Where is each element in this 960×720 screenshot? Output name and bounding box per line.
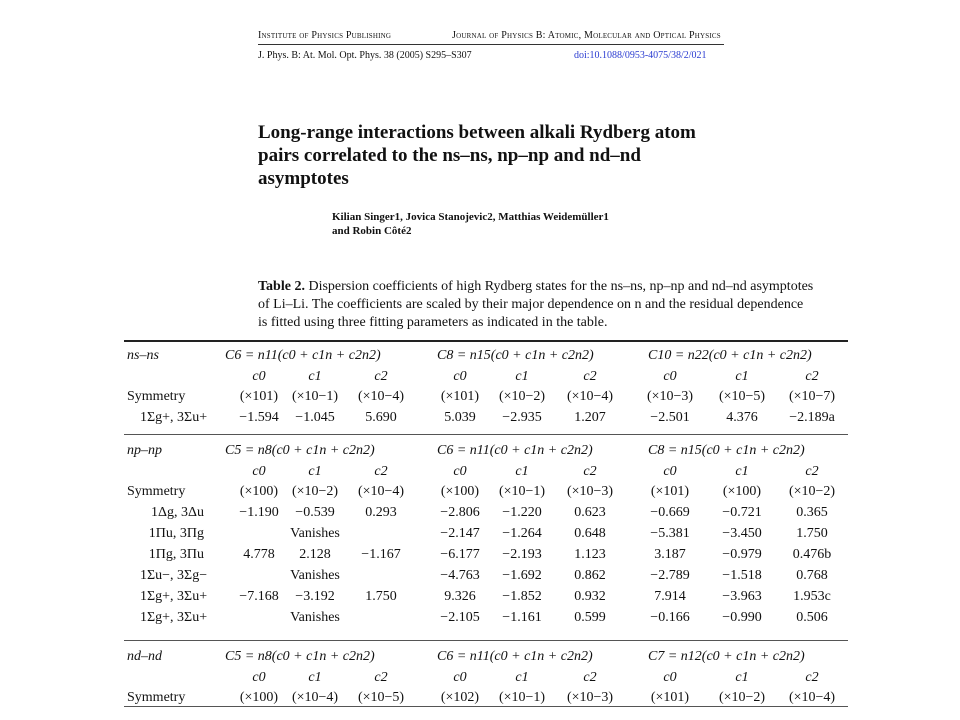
publisher-header: Institute of Physics Publishing [258,30,392,41]
scale-factor: (×10−2) [291,484,339,499]
coefficient-formula: C5 = n8(c0 + c1n + c2n2) [225,443,375,458]
title-line-2: pairs correlated to the ns–ns, np–np and nd–nd [258,145,641,166]
scale-factor: (×10−3) [646,389,694,404]
table-cell: −2.193 [502,547,542,562]
symmetry-term: 1Πg, 3Πu [148,547,204,562]
coef-label: c0 [252,369,266,384]
table-cell: −4.763 [440,568,480,583]
table-cell: −5.381 [650,526,690,541]
scale-factor: (×101) [650,484,690,499]
coef-label: c0 [453,670,467,685]
table-cell: 9.326 [444,589,476,604]
coef-label: c0 [252,670,266,685]
table-cell: Vanishes [290,526,340,541]
table-cell: −0.990 [722,610,762,625]
coefficient-formula: C7 = n12(c0 + c1n + c2n2) [648,649,805,664]
scale-factor: (×10−4) [357,389,405,404]
coef-label: c0 [252,464,266,479]
coef-label: c2 [583,369,597,384]
symmetry-label: Symmetry [127,484,186,499]
scale-factor: (×100) [239,690,279,705]
coefficient-formula: C6 = n11(c0 + c1n + c2n2) [437,649,593,664]
table-cell: −1.045 [295,410,335,425]
scale-factor: (×101) [440,389,480,404]
scale-factor: (×100) [239,484,279,499]
table-cell: 0.293 [365,505,397,520]
symmetry-term: 1Σg+, 3Σu+ [140,589,208,604]
table-cell: 1.953c [793,589,831,604]
symmetry-term: 1Σg+, 3Σu+ [140,610,208,625]
table-cell: 1.207 [574,410,606,425]
scale-factor: (×10−5) [357,690,405,705]
table-cell: −3.450 [722,526,762,541]
table-cell: 1.750 [796,526,828,541]
table-cell: −1.518 [722,568,762,583]
coef-label: c2 [805,670,819,685]
coef-label: c0 [453,369,467,384]
coef-label: c1 [308,464,322,479]
table-cell: −1.594 [239,410,279,425]
coef-label: c0 [663,369,677,384]
table-top-rule [124,340,848,342]
coef-label: c0 [663,670,677,685]
caption-line-1: Dispersion coefficients of high Rydberg states for the ns–ns, np–np and nd–nd asymptotes [308,279,814,294]
scale-factor: (×10−7) [788,389,836,404]
table-cell: −7.168 [239,589,279,604]
table-cell: 7.914 [654,589,686,604]
table-cell: −2.789 [650,568,690,583]
coefficient-formula: C8 = n15(c0 + c1n + c2n2) [648,443,805,458]
table-cell: −1.692 [502,568,542,583]
table-cell: −1.161 [502,610,542,625]
table-cell: 3.187 [654,547,686,562]
coef-label: c1 [308,369,322,384]
authors-line-1: Kilian Singer1, Jovica Stanojevic2, Matthias Weidemüller1 [332,211,609,223]
section-rule [124,434,848,435]
coefficient-formula: C10 = n22(c0 + c1n + c2n2) [648,348,812,363]
table-cell: −6.177 [440,547,480,562]
table-cell: 1.750 [365,589,397,604]
table-cell: −1.264 [502,526,542,541]
table-cell: 5.039 [444,410,476,425]
coef-label: c1 [735,670,749,685]
coefficient-formula: C8 = n15(c0 + c1n + c2n2) [437,348,594,363]
scale-factor: (×10−2) [788,484,836,499]
table-cell: 0.365 [796,505,828,520]
table-cell: 0.862 [574,568,606,583]
coef-label: c0 [453,464,467,479]
symmetry-label: Symmetry [127,690,186,705]
table-cell: 0.648 [574,526,606,541]
table-cell: 0.768 [796,568,828,583]
symmetry-term: 1Πu, 3Πg [148,526,204,541]
coef-label: c1 [308,670,322,685]
doi-link[interactable]: doi:10.1088/0953-4075/38/2/021 [574,50,707,61]
scale-factor: (×100) [722,484,762,499]
scale-factor: (×10−3) [566,484,614,499]
caption-line-3: is fitted using three fitting parameters as indicated in the table. [258,315,608,330]
table-bottom-rule [124,706,848,707]
section-name: nd–nd [127,649,162,664]
table-cell: −1.190 [239,505,279,520]
coef-label: c2 [805,464,819,479]
coefficient-formula: C6 = n11(c0 + c1n + c2n2) [437,443,593,458]
coef-label: c0 [663,464,677,479]
coef-label: c2 [805,369,819,384]
table-cell: 4.376 [726,410,758,425]
scale-factor: (×10−4) [788,690,836,705]
scale-factor: (×101) [650,690,690,705]
scale-factor: (×101) [239,389,279,404]
table-cell: Vanishes [290,610,340,625]
scale-factor: (×10−1) [498,484,546,499]
coef-label: c2 [374,670,388,685]
table-cell: 0.623 [574,505,606,520]
scale-factor: (×10−4) [357,484,405,499]
table-cell: −0.721 [722,505,762,520]
table-cell: −0.669 [650,505,690,520]
coef-label: c1 [735,464,749,479]
table-cell: −3.192 [295,589,335,604]
coef-label: c2 [583,670,597,685]
table-cell: −2.147 [440,526,480,541]
table-cell: −2.105 [440,610,480,625]
table-cell: −3.963 [722,589,762,604]
table-cell: 0.932 [574,589,606,604]
scale-factor: (×100) [440,484,480,499]
citation: J. Phys. B: At. Mol. Opt. Phys. 38 (2005) S295–S307 [258,50,472,61]
table-cell: Vanishes [290,568,340,583]
table-cell: −1.220 [502,505,542,520]
coef-label: c2 [374,369,388,384]
caption-label: Table 2. [258,279,305,294]
table-cell: −2.935 [502,410,542,425]
table-cell: 0.476b [792,547,832,562]
title-line-1: Long-range interactions between alkali Rydberg atom [258,122,696,143]
coef-label: c1 [515,670,529,685]
table-cell: −2.189a [789,410,835,425]
title-line-3: asymptotes [258,168,349,189]
scale-factor: (×10−2) [718,690,766,705]
scale-factor: (×10−1) [291,389,339,404]
table-cell: −2.501 [650,410,690,425]
coef-label: c2 [374,464,388,479]
table-cell: 2.128 [299,547,331,562]
scale-factor: (×10−1) [498,690,546,705]
table-cell: −0.539 [295,505,335,520]
scale-factor: (×10−5) [718,389,766,404]
table-cell: 0.506 [796,610,828,625]
scale-factor: (×102) [440,690,480,705]
table-cell: −0.166 [650,610,690,625]
caption-line-2: of Li–Li. The coefficients are scaled by their major dependence on n and the residual dependence [258,297,804,312]
coefficient-formula: C6 = n11(c0 + c1n + c2n2) [225,348,381,363]
symmetry-term: 1Σu−, 3Σg− [140,568,208,583]
authors-line-2: and Robin Côté2 [332,225,412,237]
coef-label: c1 [735,369,749,384]
scale-factor: (×10−2) [498,389,546,404]
coef-label: c1 [515,464,529,479]
section-rule [124,640,848,641]
section-name: np–np [127,443,162,458]
table-cell: 1.123 [574,547,606,562]
coef-label: c1 [515,369,529,384]
table-cell: 5.690 [365,410,397,425]
table-cell: −0.979 [722,547,762,562]
symmetry-term: 1Σg+, 3Σu+ [140,410,208,425]
table-cell: 4.778 [243,547,275,562]
symmetry-term: 1Δg, 3Δu [150,505,204,520]
section-name: ns–ns [127,348,159,363]
scale-factor: (×10−4) [291,690,339,705]
symmetry-label: Symmetry [127,389,186,404]
journal-header: Journal of Physics B: Atomic, Molecular and Optical Physics [452,30,721,41]
scale-factor: (×10−3) [566,690,614,705]
coef-label: c2 [583,464,597,479]
coefficient-formula: C5 = n8(c0 + c1n + c2n2) [225,649,375,664]
scale-factor: (×10−4) [566,389,614,404]
table-cell: −2.806 [440,505,480,520]
table-cell: 0.599 [574,610,606,625]
table-cell: −1.167 [361,547,401,562]
table-cell: −1.852 [502,589,542,604]
